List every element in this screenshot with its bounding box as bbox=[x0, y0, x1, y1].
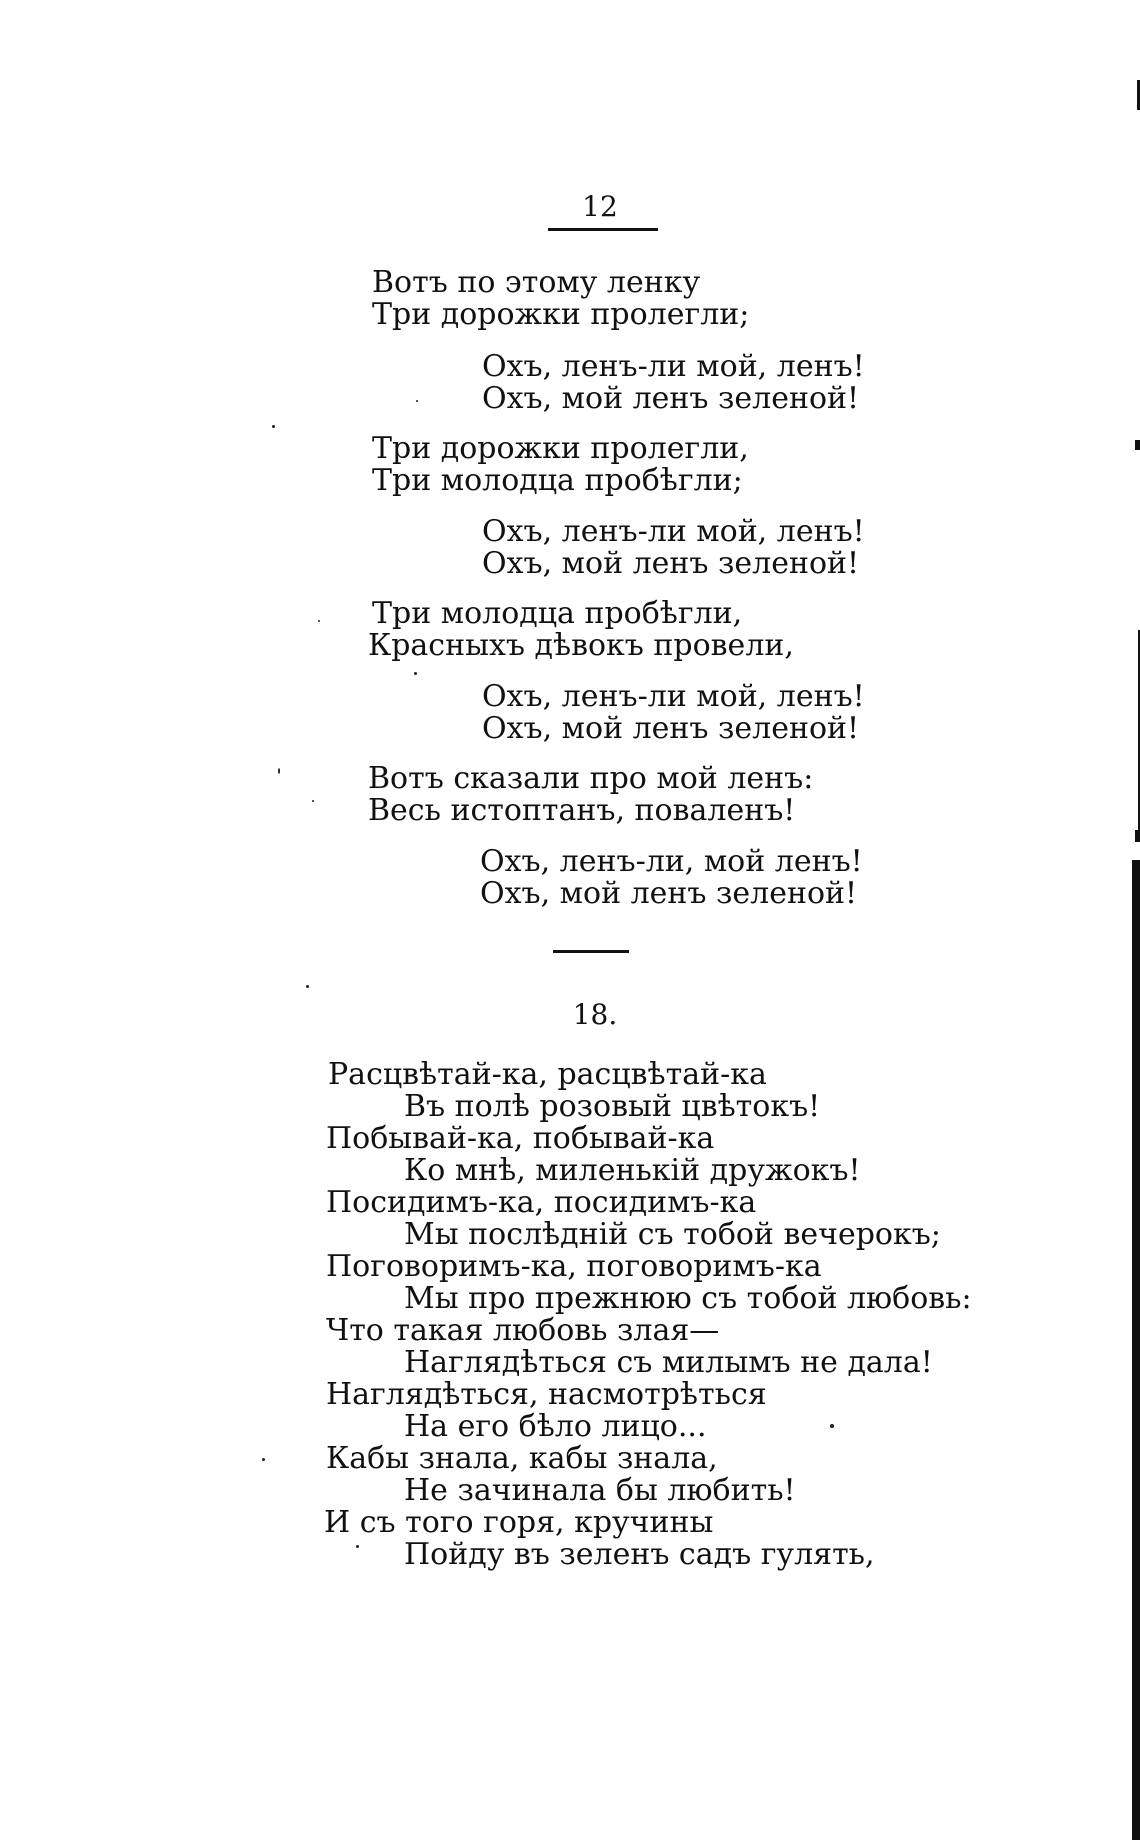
header-rule bbox=[548, 228, 658, 231]
scan-edge-mark bbox=[1135, 440, 1140, 450]
verse-line: Поговоримъ-ка, поговоримъ-ка bbox=[326, 1249, 822, 1284]
scan-speck bbox=[306, 985, 309, 988]
verse-line: Красныхъ дѣвокъ провели, bbox=[368, 628, 794, 663]
refrain-line: Охъ, мой ленъ зеленой! bbox=[482, 381, 860, 416]
verse-line: Расцвѣтай-ка, расцвѣтай-ка bbox=[328, 1057, 767, 1092]
verse-line: Побывай-ка, побывай-ка bbox=[326, 1121, 715, 1156]
scan-speck bbox=[356, 1545, 359, 1548]
refrain-line: Охъ, ленъ-ли мой, ленъ! bbox=[482, 679, 865, 714]
verse-line: Весь истоптанъ, поваленъ! bbox=[368, 793, 796, 828]
scan-speck bbox=[278, 768, 280, 774]
verse-line: Вотъ по этому ленку bbox=[372, 265, 701, 300]
refrain-line: Охъ, ленъ-ли мой, ленъ! bbox=[482, 349, 865, 384]
verse-line: Въ полѣ розовый цвѣтокъ! bbox=[404, 1089, 821, 1124]
scan-speck bbox=[312, 800, 314, 802]
verse-line: Не зачинала бы любить! bbox=[404, 1473, 796, 1508]
refrain-line: Охъ, ленъ-ли мой, ленъ! bbox=[482, 514, 865, 549]
verse-line: Ко мнѣ, миленькій дружокъ! bbox=[404, 1153, 861, 1188]
verse-line: Три молодца пробѣгли, bbox=[372, 596, 743, 631]
refrain-line: Охъ, мой ленъ зеленой! bbox=[480, 876, 858, 911]
verse-line: Кабы знала, кабы знала, bbox=[326, 1441, 718, 1476]
verse-line: На его бѣло лицо... bbox=[404, 1409, 707, 1444]
verse-line: Три молодца пробѣгли; bbox=[372, 463, 743, 498]
refrain-line: Охъ, ленъ-ли, мой ленъ! bbox=[480, 844, 863, 879]
verse-line: Вотъ сказали про мой ленъ: bbox=[368, 761, 814, 796]
verse-line: И съ того горя, кручины bbox=[324, 1505, 714, 1540]
verse-line: Наглядѣться, насмотрѣться bbox=[326, 1377, 767, 1412]
scan-speck bbox=[272, 425, 275, 428]
section-separator bbox=[553, 950, 629, 953]
refrain-line: Охъ, мой ленъ зеленой! bbox=[482, 546, 860, 581]
scan-speck bbox=[262, 1458, 265, 1461]
verse-line: Мы послѣдній съ тобой вечерокъ; bbox=[404, 1217, 941, 1252]
scan-edge-mark bbox=[1135, 830, 1140, 842]
verse-line: Наглядѣться съ милымъ не дала! bbox=[404, 1345, 933, 1380]
refrain-line: Охъ, мой ленъ зеленой! bbox=[482, 711, 860, 746]
verse-line: Пойду въ зеленъ садъ гулять, bbox=[404, 1537, 875, 1572]
verse-line: Мы про прежнюю съ тобой любовь: bbox=[404, 1281, 972, 1316]
scan-binding-edge bbox=[1132, 860, 1140, 1840]
scan-speck bbox=[318, 620, 320, 622]
verse-line: Посидимъ-ка, посидимъ-ка bbox=[326, 1185, 757, 1220]
poem-number: 18. bbox=[572, 998, 618, 1031]
scan-speck bbox=[416, 400, 418, 402]
verse-line: Что такая любовь злая— bbox=[326, 1313, 720, 1348]
verse-line: Три дорожки пролегли; bbox=[372, 297, 750, 332]
page-number: 12 bbox=[582, 190, 618, 223]
scan-speck bbox=[414, 672, 417, 675]
scan-speck bbox=[830, 1424, 834, 1428]
verse-line: Три дорожки пролегли, bbox=[372, 431, 749, 466]
